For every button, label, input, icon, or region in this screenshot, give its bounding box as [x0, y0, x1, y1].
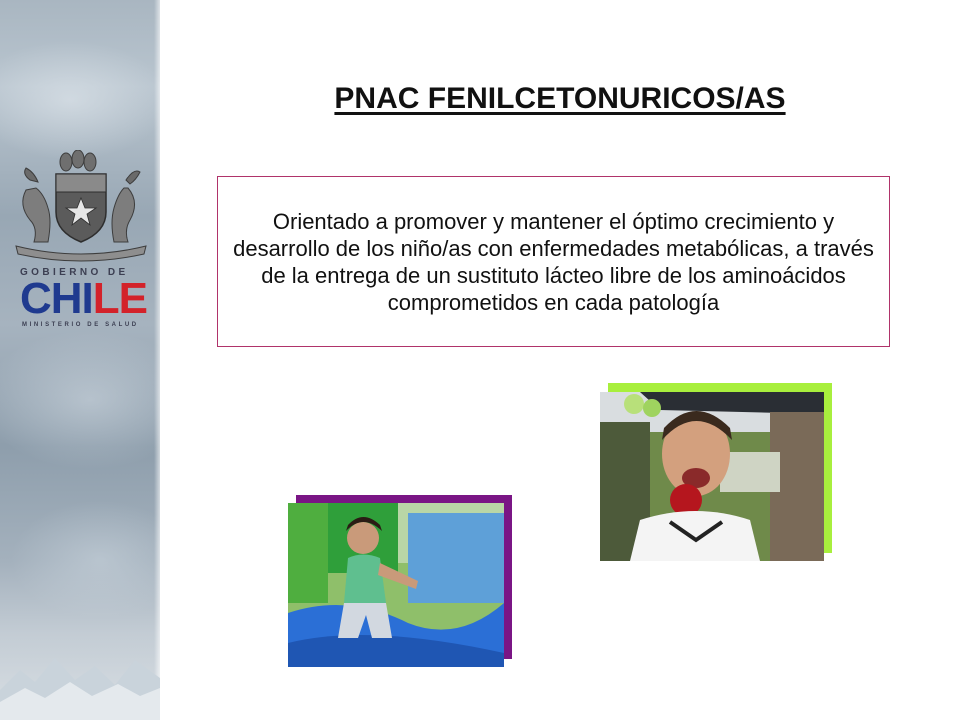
logo-gobierno-de: GOBIERNO DE [20, 267, 129, 278]
boy-with-candy-apple-photo [600, 392, 824, 561]
sky-cloud [0, 40, 160, 160]
girl-on-inflatable-photo [288, 503, 504, 667]
sky-cloud [10, 500, 160, 620]
logo-ministerio-de-salud: MINISTERIO DE SALUD [22, 322, 139, 328]
logo-chile-red: LE [92, 274, 148, 323]
left-sidebar-banner [0, 0, 160, 720]
sky-cloud [0, 330, 160, 470]
description-box [217, 176, 890, 347]
logo-chile-wordmark [20, 274, 148, 323]
sidebar-edge-fade [154, 0, 160, 720]
logo-chile-blue: CHI [20, 274, 93, 323]
description-text: Orientado a promover y mantener el óptimo crecimiento y desarrollo de los niño/as con enfermedades metabólicas, a través de la entrega de un sustituto lácteo libre de los aminoácidos comprometidos en cada patología [233, 208, 874, 315]
coat-of-arms-icon [8, 150, 154, 262]
page-title: PNAC FENILCETONURICOS/AS [334, 82, 786, 115]
mountains-graphic [0, 630, 160, 720]
